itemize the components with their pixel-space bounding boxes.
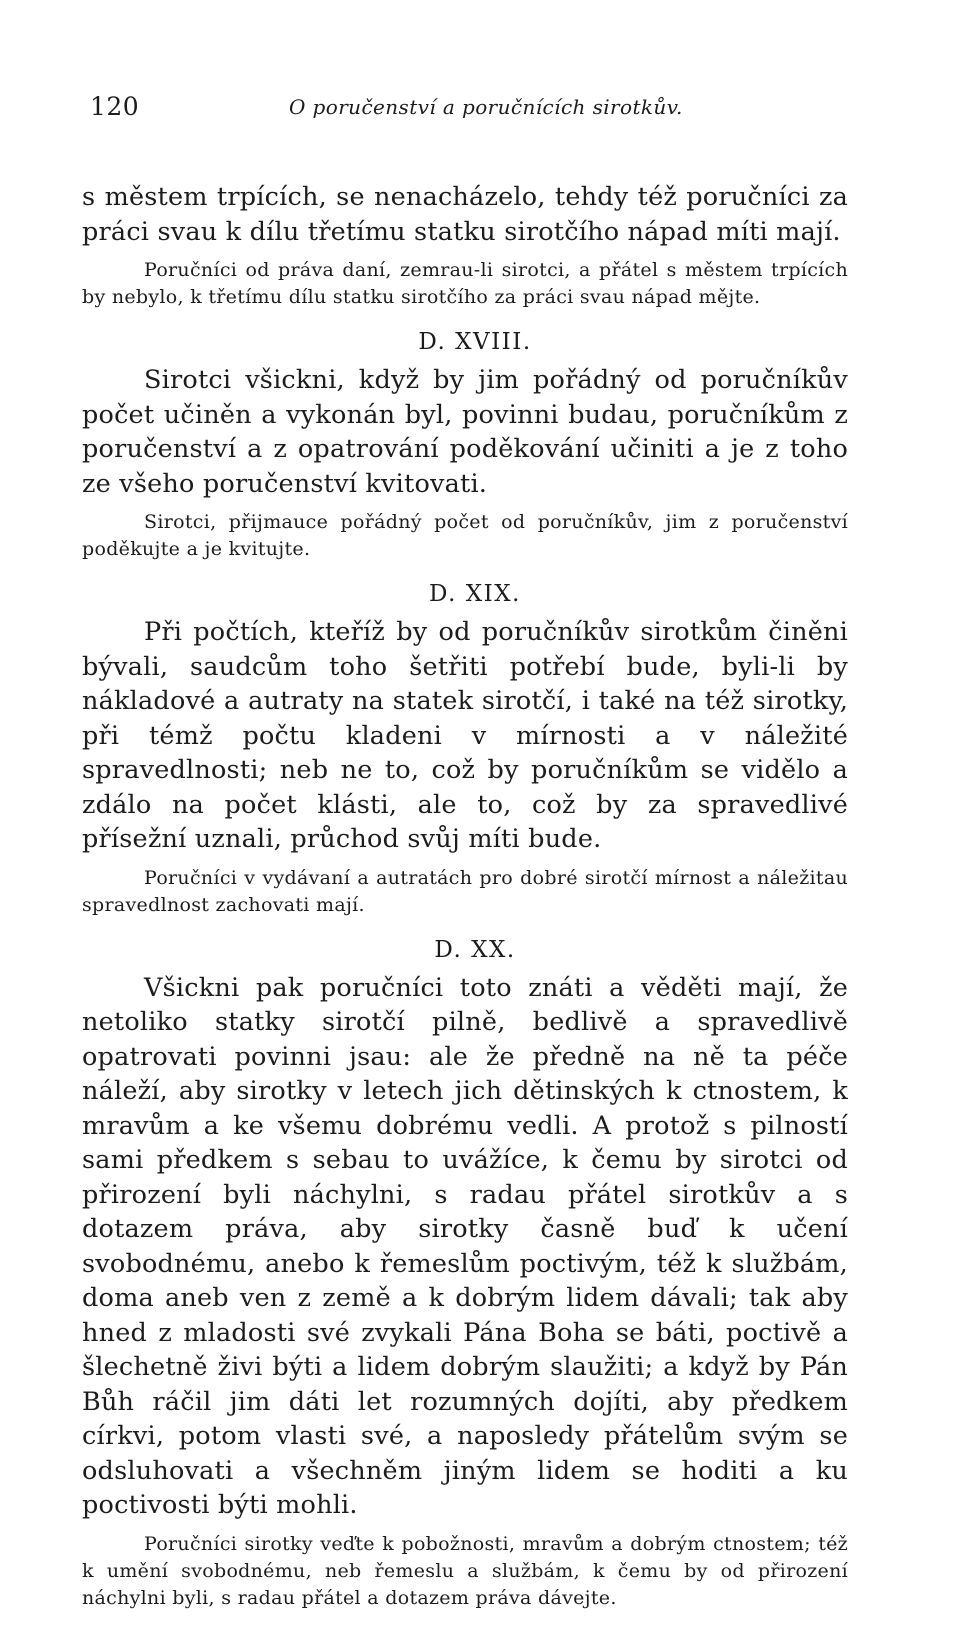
gloss-paragraph-xviii: Sirotci, přijmauce pořádný počet od poručníkův, jim z poručenství poděkujte a je kvitujte. xyxy=(82,511,848,560)
gloss-paragraph-xx: Poručníci sirotky veďte k pobožnosti, mravům a dobrým ctnostem; též k umění svobodnému, neb řemeslu a službám, k čemu by od přirození náchylni byli, s radau přátel a dotazem práva dávejte. xyxy=(82,1532,848,1609)
section-heading-xix: D. XIX. xyxy=(429,581,521,607)
page-number: 120 xyxy=(90,92,140,121)
body-paragraph-xviii: Sirotci všickni, když by jim pořádný od poručníkův počet učiněn a vykonán byl, povinni budau, poručníkům z poručenství a z opatrování poděkování učiniti a je z toho ze všeho poručenství kvitovati. xyxy=(82,365,848,499)
body-paragraph-xix: Při počtích, kteříž by od poručníkův sirotkům činěni bývali, saudcům toho šetřiti potřebí bude, byli-li by nákladové a autraty na statek sirotčí, i také na též sirotky, při témž počtu kladeni v mírnosti a v náležité spravedlnosti; neb ne to, což by poručníkům se vidělo a zdálo na počet klásti, ale to, což by za spravedlivé přísežní uznali, průchod svůj míti bude. xyxy=(82,617,848,854)
running-head xyxy=(82,92,848,132)
section-heading-xviii: D. XVIII. xyxy=(418,329,532,355)
body-paragraph-xx: Všickni pak poručníci toto znáti a věděti mají, že netoliko statky sirotčí pilně, bedlivě a spravedlivě opatrovati povinni jsau: ale že předně na ně ta péče náleží, aby sirotky v letech jich dětinských k ctnostem, k mravům a ke všemu dobrému vedli. A protož s pilností sami předkem s sebau to uvážíce, k čemu by sirotci od přirození byli náchylni, s radau přátel sirotkův a s dotazem práva, aby sirotky časně buď k učení svobodnému, anebo k řemeslům poctivým, též k službám, doma aneb ven z země a k dobrým lidem dávali; tak aby hned z mladosti své zvykali Pána Boha se báti, poctivě a šlechetně živi býti a lidem dobrým slaužiti; a když by Pán Bůh ráčil jim dáti let rozumných dojíti, aby předkem církvi, potom vlasti své, a naposledy přátelům svým se odsluhovati a všechněm jiným lidem se hoditi a ku poctivosti býti mohli. xyxy=(82,972,848,1520)
gloss-paragraph-xix: Poručníci v vydávaní a autratách pro dobré sirotčí mírnost a náležitau spravedlnost zachovati mají. xyxy=(82,866,848,916)
gloss-paragraph: Poručníci od práva daní, zemrau-li sirotci, a přátel s městem trpících by nebylo, k třetímu dílu statku sirotčího za práci svau nápad mějte. xyxy=(82,259,848,308)
body-paragraph-continuation: s městem trpících, se nenacházelo, tehdy též poručníci za práci svau k dílu třetímu statku sirotčího nápad míti mají. xyxy=(82,182,848,247)
section-heading-xx: D. XX. xyxy=(434,936,516,963)
running-title: O poručenství a poručnících sirotkův. xyxy=(289,95,683,119)
